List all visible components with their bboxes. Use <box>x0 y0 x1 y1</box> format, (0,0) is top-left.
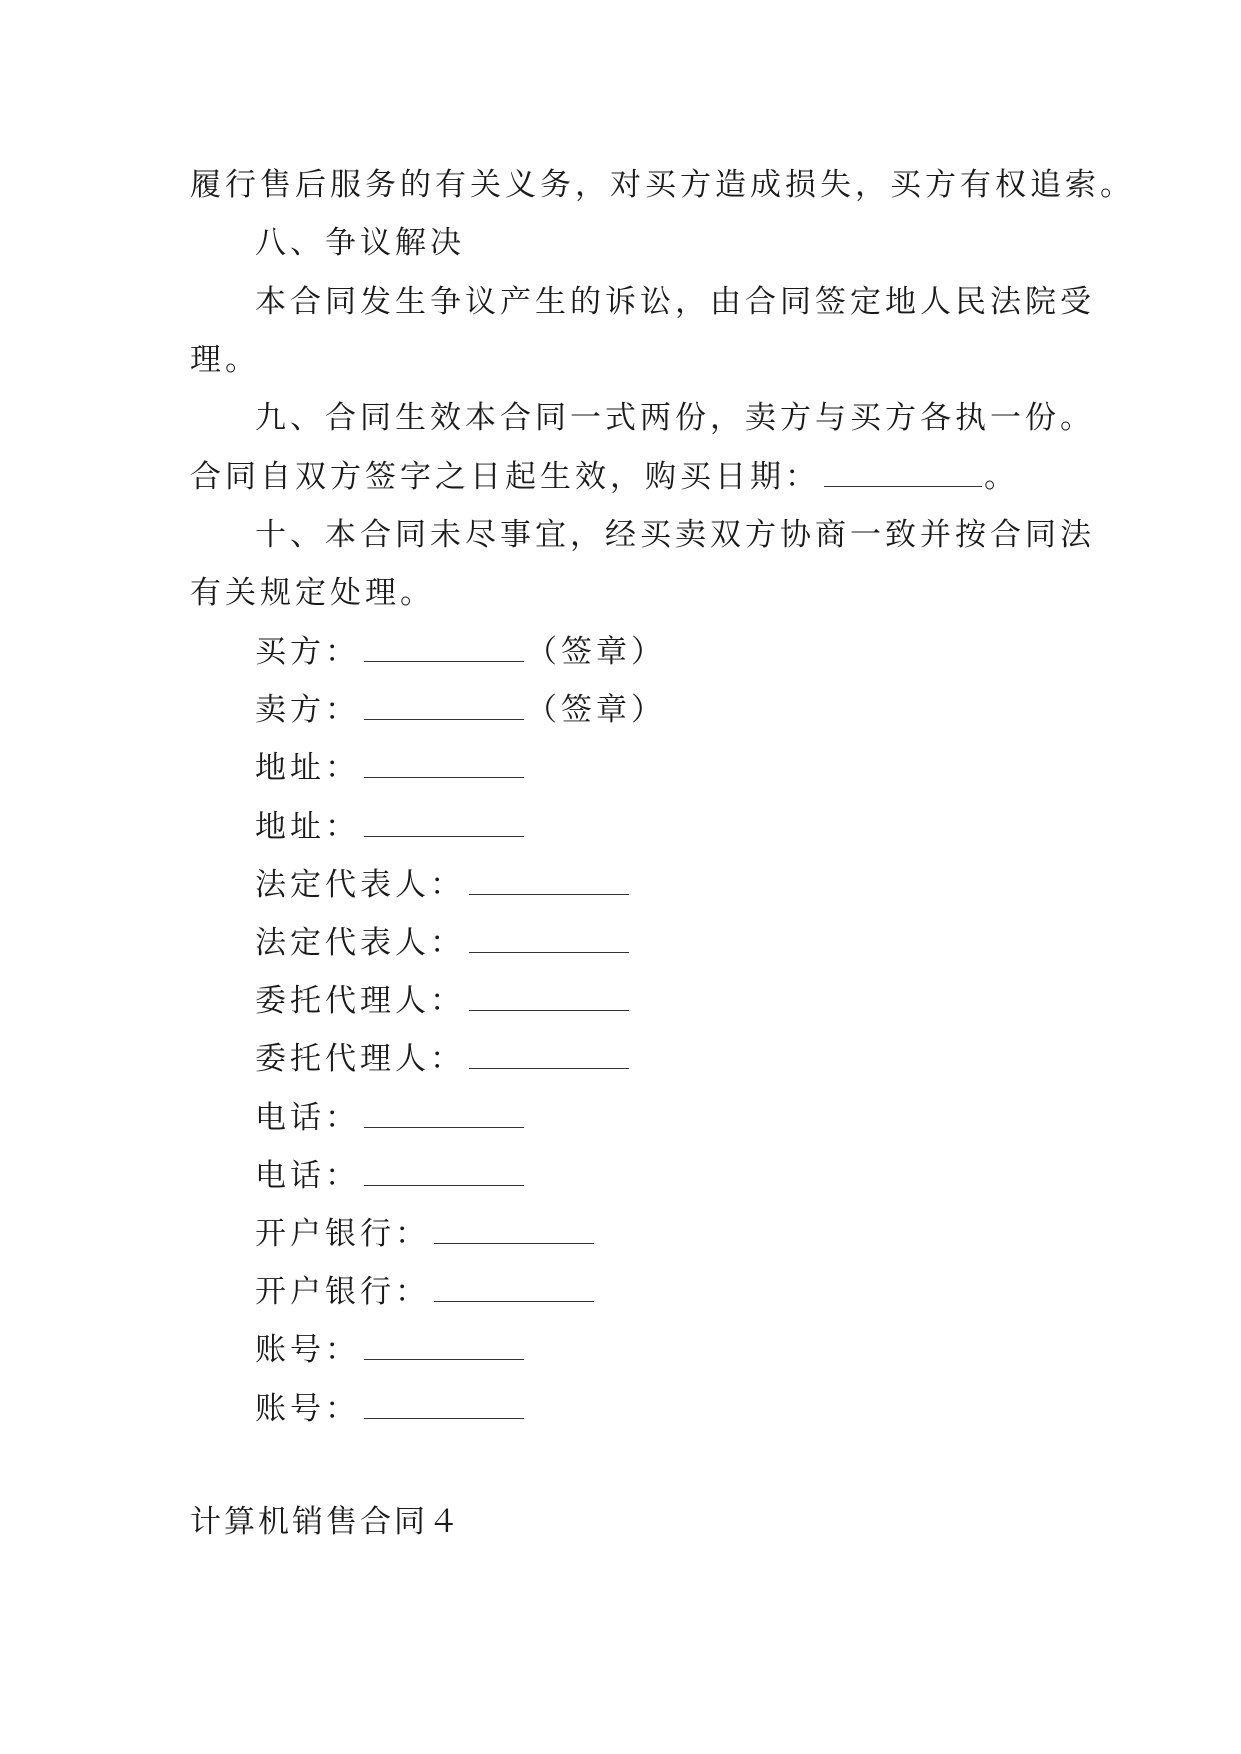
signature-field-row <box>255 1272 596 1312</box>
signature-field-label: 账号： <box>255 1332 360 1368</box>
signature-field-blank[interactable] <box>364 776 524 778</box>
signature-field-row <box>255 1039 631 1079</box>
paragraph-effect-line1: 九、合同生效本合同一式两份，卖方与买方各执一份。 <box>255 400 1095 436</box>
signature-field-label: 买方： <box>255 634 360 670</box>
signature-field-label: 法定代表人： <box>255 867 465 903</box>
signature-field-blank[interactable] <box>469 893 629 895</box>
signature-field-row <box>255 981 631 1021</box>
signature-field-row <box>255 690 666 730</box>
signature-field-label: 电话： <box>255 1100 360 1136</box>
next-contract-title: 计算机销售合同４ <box>190 1504 462 1540</box>
signature-field-row <box>255 1098 526 1138</box>
paragraph-dispute-line1: 本合同发生争议产生的诉讼，由合同签定地人民法院受 <box>255 284 1095 320</box>
signature-field-blank[interactable] <box>469 951 629 953</box>
signature-field-blank[interactable] <box>434 1242 594 1244</box>
signature-field-label: 地址： <box>255 809 360 845</box>
paragraph-effect-line2 <box>190 457 1019 497</box>
section-heading-dispute: 八、争议解决 <box>255 225 465 261</box>
signature-field-blank[interactable] <box>364 1184 524 1186</box>
signature-field-row <box>255 923 631 963</box>
signature-field-row <box>255 807 526 847</box>
signature-field-blank[interactable] <box>364 1126 524 1128</box>
signature-field-row <box>255 1156 526 1196</box>
signature-field-label: 法定代表人： <box>255 925 465 961</box>
signature-field-label: 卖方： <box>255 692 360 728</box>
signature-field-blank[interactable] <box>364 718 524 720</box>
signature-field-blank[interactable] <box>364 1417 524 1419</box>
signature-field-label: 地址： <box>255 750 360 786</box>
signature-field-row <box>255 865 631 905</box>
signature-field-row <box>255 1330 526 1370</box>
signature-field-row <box>255 1389 526 1429</box>
signature-field-blank[interactable] <box>434 1300 594 1302</box>
signature-field-label: 开户银行： <box>255 1216 430 1252</box>
signature-field-label: 开户银行： <box>255 1274 430 1310</box>
effect-period: 。 <box>984 459 1019 495</box>
signature-field-suffix: （签章） <box>526 692 666 728</box>
signature-field-label: 委托代理人： <box>255 983 465 1019</box>
paragraph-dispute-line2: 理。 <box>190 342 260 378</box>
signature-field-blank[interactable] <box>469 1009 629 1011</box>
effect-text: 合同自双方签字之日起生效，购买日期： <box>190 459 820 495</box>
signature-field-label: 委托代理人： <box>255 1041 465 1077</box>
signature-field-suffix: （签章） <box>526 634 666 670</box>
signature-field-row <box>255 632 666 672</box>
signature-field-label: 电话： <box>255 1158 360 1194</box>
signature-field-row <box>255 748 526 788</box>
signature-field-label: 账号： <box>255 1391 360 1427</box>
paragraph-misc-line2: 有关规定处理。 <box>190 575 435 611</box>
signature-field-row <box>255 1214 596 1254</box>
paragraph-after-sales: 履行售后服务的有关义务，对买方造成损失，买方有权追索。 <box>190 167 1135 203</box>
signature-field-blank[interactable] <box>364 835 524 837</box>
signature-field-blank[interactable] <box>469 1067 629 1069</box>
purchase-date-blank[interactable] <box>824 485 982 487</box>
signature-field-blank[interactable] <box>364 660 524 662</box>
signature-field-blank[interactable] <box>364 1358 524 1360</box>
paragraph-misc-line1: 十、本合同未尽事宜，经买卖双方协商一致并按合同法 <box>255 517 1095 553</box>
